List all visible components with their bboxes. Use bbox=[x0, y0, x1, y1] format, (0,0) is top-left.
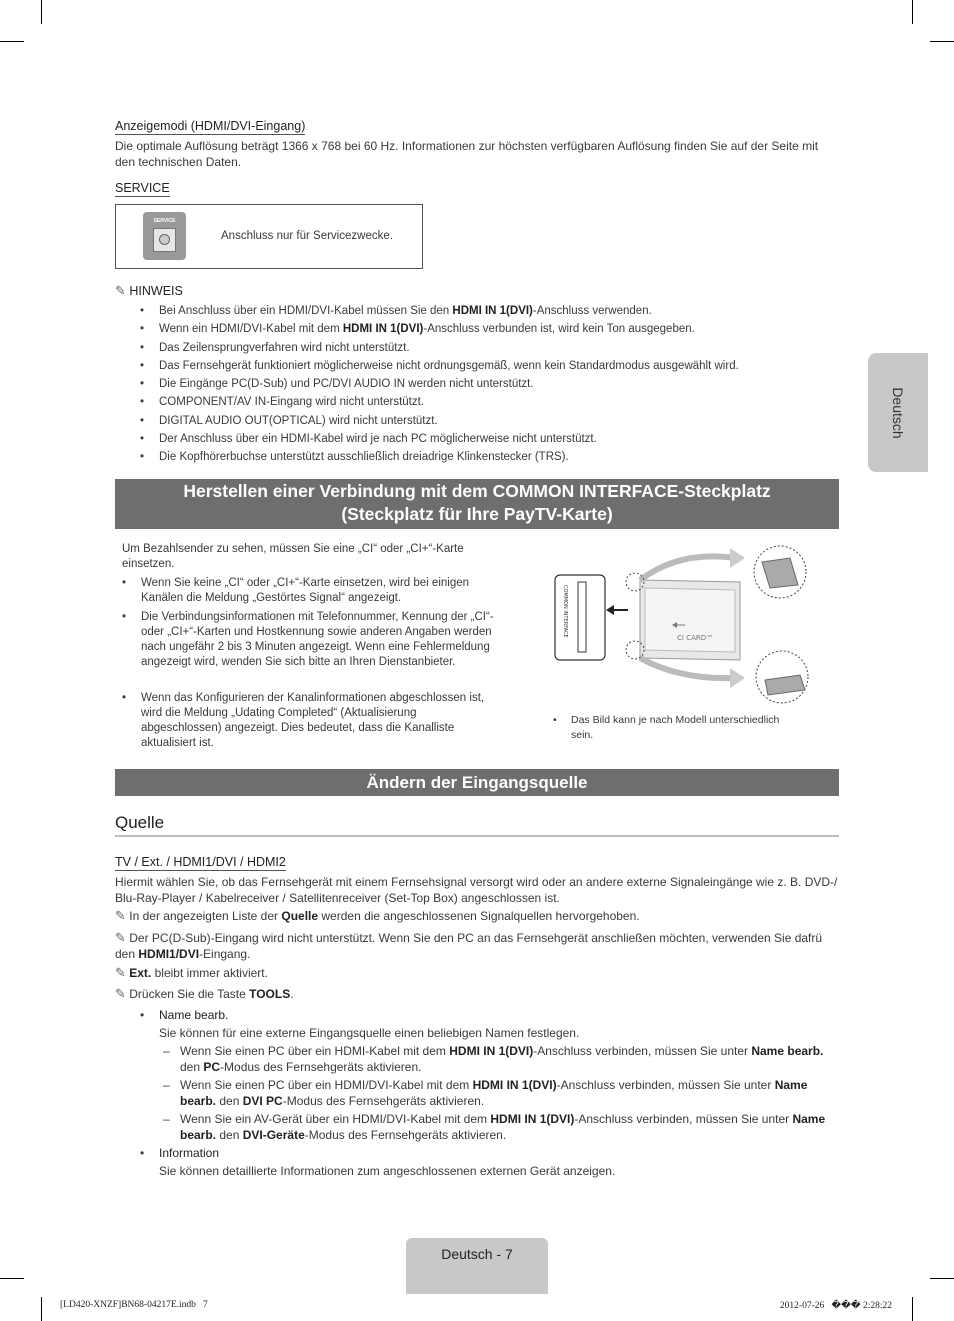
ci-card-illustration bbox=[550, 540, 815, 710]
ci-intro: Um Bezahlsender zu sehen, müssen Sie eine „CI“ oder „CI+“-Karte einsetzen. bbox=[122, 543, 464, 570]
image-note: • Das Bild kann je nach Modell unterschiedlich sein. bbox=[553, 714, 780, 741]
note-pencil-icon: ✎ bbox=[115, 987, 126, 1002]
note-pencil-icon: ✎ bbox=[115, 931, 126, 946]
hinweis-title: ✎ HINWEIS bbox=[115, 284, 183, 299]
list-item: • Wenn Sie keine „CI“ oder „CI+“-Karte einsetzen, wird bei einigen Kanälen die Meldung „Gestörtes Signal“ angezeigt. bbox=[122, 577, 470, 604]
language-tab-label: Deutsch bbox=[890, 386, 906, 439]
source-text: Hiermit wählen Sie, ob das Fernsehgerät mit einem Fernsehsignal versorgt wird oder an andere externe Signaleingänge wie z. B. DVD-/ Blu-Ray-Player / Kabelreceiver / Satellitenreceiver (Set-Top Box) angeschlossen ist. bbox=[115, 875, 838, 905]
information-text: Sie können detaillierte Informationen zum angeschlossenen externen Gerät anzeigen. bbox=[159, 1164, 616, 1178]
service-port-label: SERVICE bbox=[153, 218, 176, 224]
list-item: • Bei Anschluss über ein HDMI/DVI-Kabel müssen Sie den HDMI IN 1(DVI)-Anschluss verwenden. bbox=[140, 305, 652, 317]
dash-item: – Wenn Sie einen PC über ein HDMI-Kabel mit dem HDMI IN 1(DVI)-Anschluss verbinden, müssen Sie unter Name bearb. den PC-Modus des Fernsehgeräts aktivieren. bbox=[163, 1044, 824, 1074]
service-port-socket bbox=[153, 228, 176, 252]
source-section-title: Ändern der Eingangsquelle bbox=[115, 769, 839, 796]
list-item: • Die Verbindungsinformationen mit Telefonnummer, Kennung der „CI“- oder „CI+“-Karten und Hostkennung sowie anderen Angaben werden nach ungefähr 2 bis 3 Minuten angezeigt. Wenn eine Fehlermeldung angezeigt wird, wenden Sie sich bitte an Ihren Dienstanbieter. bbox=[122, 611, 494, 668]
note-2: ✎ Der PC(D-Sub)-Eingang wird nicht unterstützt. Wenn Sie den PC an das Fernsehgerät anschließen möchten, verwenden Sie dafrü den HDMI1/DVI-Eingang. bbox=[115, 931, 823, 961]
dash-item: – Wenn Sie ein AV-Gerät über ein HDMI/DVI-Kabel mit dem HDMI IN 1(DVI)-Anschluss verbinden, müssen Sie unter Name bearb. den DVI-Geräte-Modus des Fernsehgeräts aktivieren. bbox=[163, 1112, 826, 1142]
footer-timestamp: 2012-07-26 ��� 2:28:22 bbox=[779, 1301, 892, 1311]
crop-mark bbox=[912, 0, 913, 24]
language-tab bbox=[868, 353, 928, 472]
source-heading: TV / Ext. / HDMI1/DVI / HDMI2 bbox=[115, 855, 286, 869]
card-label: CI CARD™ bbox=[677, 634, 714, 642]
note-pencil-icon: ✎ bbox=[115, 909, 126, 924]
crop-mark bbox=[41, 0, 42, 24]
list-item: • Das Zeilensprungverfahren wird nicht unterstützt. bbox=[140, 342, 410, 354]
crop-mark bbox=[0, 41, 24, 42]
list-item: • Die Eingänge PC(D-Sub) und PC/DVI AUDIO IN werden nicht unterstützt. bbox=[140, 378, 534, 390]
name-edit-text: Sie können für eine externe Eingangsquelle einen beliebigen Namen festlegen. bbox=[159, 1026, 580, 1040]
list-item: • COMPONENT/AV IN-Eingang wird nicht unterstützt. bbox=[140, 396, 425, 408]
note-1: ✎ In der angezeigten Liste der Quelle werden die angeschlossenen Signalquellen hervorgehoben. bbox=[115, 909, 640, 924]
footer-file-info: [LD420-XNZF]BN68-04217E.indb 7 bbox=[60, 1300, 208, 1310]
list-item: • Die Kopfhörerbuchse unterstützt ausschließlich dreiadrige Klinkenstecker (TRS). bbox=[140, 451, 569, 463]
dash-item: – Wenn Sie einen PC über ein HDMI/DVI-Kabel mit dem HDMI IN 1(DVI)-Anschluss verbinden, müssen Sie unter Name bearb. den DVI PC-Modus des Fernsehgeräts aktivieren. bbox=[163, 1078, 808, 1108]
service-box bbox=[115, 204, 423, 269]
crop-mark bbox=[912, 1297, 913, 1321]
list-item: • Der Anschluss über ein HDMI-Kabel wird je nach PC möglicherweise nicht unterstützt. bbox=[140, 433, 597, 445]
crop-mark bbox=[930, 41, 954, 42]
list-item: • Wenn das Konfigurieren der Kanalinformationen abgeschlossen ist, wird die Meldung „Udating Completed“ (Aktualisierung abgeschlossen) angezeigt. Dies bedeutet, dass die Kanalliste aktualisiert ist. bbox=[122, 692, 485, 749]
source-subtitle: Quelle bbox=[115, 813, 839, 837]
crop-mark bbox=[41, 1297, 42, 1321]
ci-section-title: Herstellen einer Verbindung mit dem COMMON INTERFACE-Steckplatz (Steckplatz für Ihre PayTV-Karte) bbox=[115, 479, 839, 529]
note-3: ✎ Ext. bleibt immer aktiviert. bbox=[115, 966, 268, 981]
note-pencil-icon: ✎ bbox=[115, 284, 126, 299]
service-box-text: Anschluss nur für Servicezwecke. bbox=[221, 230, 393, 242]
display-modes-heading: Anzeigemodi (HDMI/DVI-Eingang) bbox=[115, 119, 306, 133]
page-number: Deutsch - 7 bbox=[441, 1246, 513, 1262]
name-edit-item: • Name bearb. bbox=[140, 1008, 229, 1022]
display-modes-text: Die optimale Auflösung beträgt 1366 x 768 bei 60 Hz. Informationen zur höchsten verfügbaren Auflösung finden Sie auf der Seite mit den technischen Daten. bbox=[115, 139, 819, 169]
information-item: • Information bbox=[140, 1146, 220, 1160]
service-heading: SERVICE bbox=[115, 181, 170, 195]
slot-label: COMMON INTERFACE bbox=[562, 585, 568, 638]
note-pencil-icon: ✎ bbox=[115, 966, 126, 981]
list-item: • Das Fernsehgerät funktioniert möglicherweise nicht ordnungsgemäß, wenn kein Standardmodus ausgewählt wird. bbox=[140, 360, 739, 372]
page-number-tab bbox=[406, 1238, 548, 1294]
list-item: • Wenn ein HDMI/DVI-Kabel mit dem HDMI IN 1(DVI)-Anschluss verbunden ist, wird kein Ton ausgegeben. bbox=[140, 323, 695, 335]
service-port-icon bbox=[143, 212, 186, 260]
note-4: ✎ Drücken Sie die Taste TOOLS. bbox=[115, 987, 294, 1002]
list-item: • DIGITAL AUDIO OUT(OPTICAL) wird nicht unterstützt. bbox=[140, 415, 438, 427]
crop-mark bbox=[930, 1278, 954, 1279]
crop-mark bbox=[0, 1278, 24, 1279]
